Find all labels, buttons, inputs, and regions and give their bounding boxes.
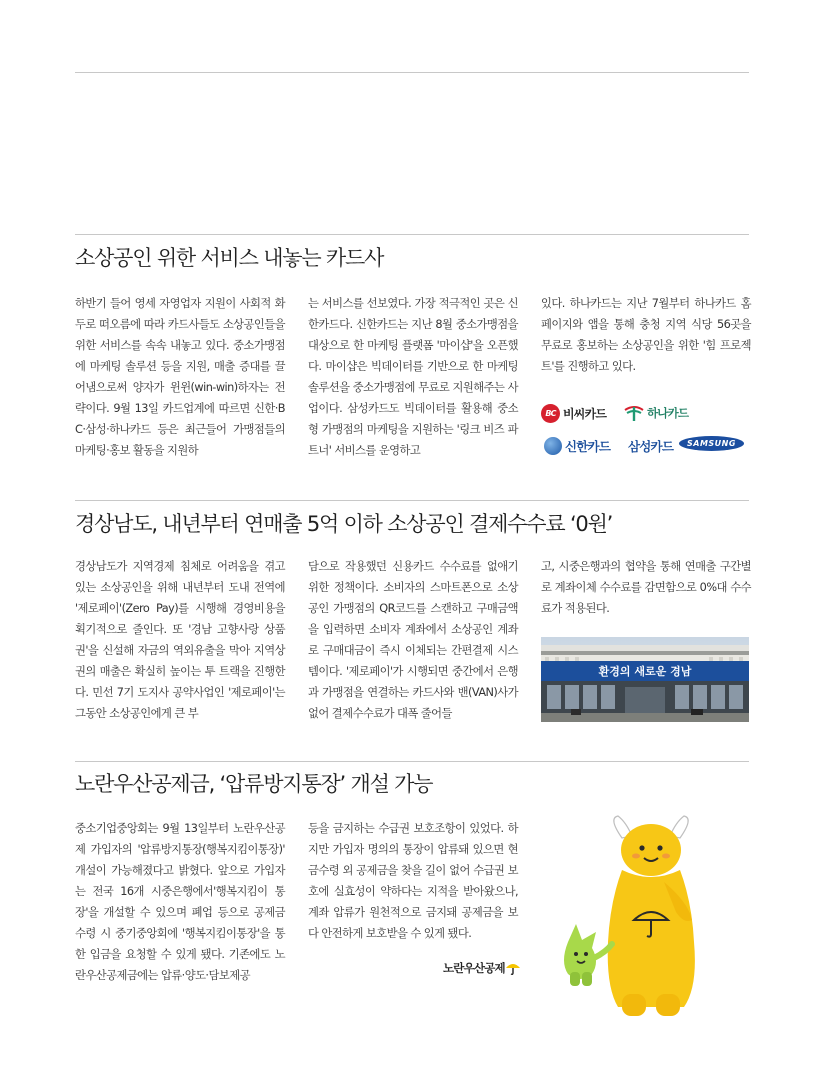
- section-2-column-1: 경상남도가 지역경제 침체로 어려움을 겪고 있는 소상공인을 위해 내년부터 도내 전역에 '제로페이'(Zero Pay)를 시행해 경영비용을 획기적으로 줄인다. 또 '경남 고향사랑 상품권'을 신설해 자금의 역외유출을 막아 지역상권의 매출은 확실히 높이는 투 트랙을 진행한다. 민선 7기 도지사 공약사업인 '제로페이'는 그동안 소상공인에게 큰 부: [75, 560, 285, 720]
- section-1-divider: [75, 234, 749, 235]
- hana-card-logo: [623, 404, 688, 422]
- section-2-divider: [75, 500, 749, 501]
- bc-card-logo: [541, 404, 606, 423]
- section-1-title: 소상공인 위한 서비스 내놓는 카드사: [75, 246, 384, 270]
- samsung-card-label: 삼성카드: [628, 439, 674, 454]
- samsung-logo-text: SAMSUNG: [679, 436, 744, 451]
- yellow-umbrella-label: 노란우산공제: [443, 961, 505, 975]
- section-1-column-1: 하반기 들어 영세 자영업자 지원이 사회적 화두로 떠오름에 따라 카드사들도 소상공인들을 위한 서비스를 속속 내놓고 있다. 중소가맹점에 마케팅 솔루션 등을 지원, 매출 증대를 끌어냄으로써 양자가 윈윈(win-win)하자는 전략이다. 9월 13일 카드업계에 따르면 신한·BC·삼성·하나카드 등은 최근들어 가맹점들의 마케팅·홍보 활동을 지원하: [75, 297, 285, 457]
- top-divider: [75, 72, 749, 73]
- section-3-column-1: 중소기업중앙회는 9월 13일부터 노란우산공제 가입자의 '압류방지통장(행복지킴이통장)' 개설이 가능해졌다고 밝혔다. 앞으로 가입자는 전국 16개 시중은행에서'행복지킴이 통장'을 개설할 수 있으며 폐업 등으로 공제금 수령 시 중기중앙회에 '행복지킴이통장'을 통한 입금을 요청할 수 있게 됐다. 기존에도 노란우산공제금에는 압류·양도·담보제공: [75, 822, 285, 982]
- hana-card-label: 하나카드: [647, 406, 689, 420]
- section-2-column-2: 담으로 작용했던 신용카드 수수료를 없애기 위한 정책이다. 소비자의 스마트폰으로 소상공인 가맹점의 QR코드를 스캔하고 구매금액을 입력하면 소비자 계좌에서 소상공인 계좌로 구매대금이 즉시 이체되는 간편결제 시스템이다. '제로페이'가 시행되면 중간에서 은행과 가맹점을 연결하는 카드사와 밴(VAN)사가 없어 결제수수료가 대폭 줄어들: [308, 560, 518, 720]
- section-3-column-2: 등을 금지하는 수급권 보호조항이 있었다. 하지만 가입자 명의의 통장이 압류돼 있으면 현금수령 외 공제금을 찾을 길이 없어 수급권 보호에 실효성이 약하다는 지적을 받아왔으나, 계좌 압류가 원천적으로 금지돼 공제금을 보다 안전하게 보호받을 수 있게 됐다.: [308, 822, 518, 940]
- shinhan-card-icon: [544, 437, 562, 455]
- building-banner-text: 환경의 새로운 경남: [598, 665, 692, 678]
- bc-card-icon: BC: [541, 404, 560, 423]
- mascot-illustration: [552, 812, 752, 1020]
- section-1-column-3: 있다. 하나카드는 지난 7월부터 하나카드 홈페이지와 앱을 통해 충청 지역 식당 56곳을 무료로 홍보하는 소상공인을 위한 '힘 프로젝트'를 진행하고 있다.: [541, 297, 751, 373]
- section-3-divider: [75, 761, 749, 762]
- yellow-umbrella-mascot: [552, 812, 752, 1020]
- shinhan-card-logo: [544, 437, 610, 455]
- hana-card-icon: [623, 404, 645, 422]
- section-1-column-2: 는 서비스를 선보였다. 가장 적극적인 곳은 신한카드다. 신한카드는 지난 8월 중소가맹점을 대상으로 한 마케팅 플랫폼 '마이샵'을 오픈했다. 마이샵은 빅데이터를 기반으로 한 마케팅 솔루션을 중소가맹점에 무료로 지원해주는 사업이다. 삼성카드도 빅데이터를 활용해 중소형 가맹점의 마케팅을 지원하는 '링크 비즈 파트너' 서비스를 운영하고: [308, 297, 518, 457]
- shinhan-card-label: 신한카드: [565, 439, 611, 454]
- card-company-logos: [541, 400, 749, 462]
- yellow-umbrella-logo: [443, 960, 521, 976]
- section-3-title: 노란우산공제금, ‘압류방지통장’ 개설 가능: [75, 772, 433, 796]
- section-2-title: 경상남도, 내년부터 연매출 5억 이하 소상공인 결제수수료 ‘0원’: [75, 512, 613, 536]
- bc-card-label: 비씨카드: [563, 407, 607, 421]
- government-building-image: [541, 637, 749, 722]
- umbrella-icon: [505, 960, 521, 976]
- section-2-column-3: 고, 시중은행과의 협약을 통해 연매출 구간별로 계좌이체 수수료를 감면함으로 0%대 수수료가 적용된다.: [541, 560, 751, 615]
- samsung-logo: [679, 436, 744, 451]
- gyeongnam-office-photo: [541, 637, 749, 722]
- samsung-card-logo: [628, 437, 673, 455]
